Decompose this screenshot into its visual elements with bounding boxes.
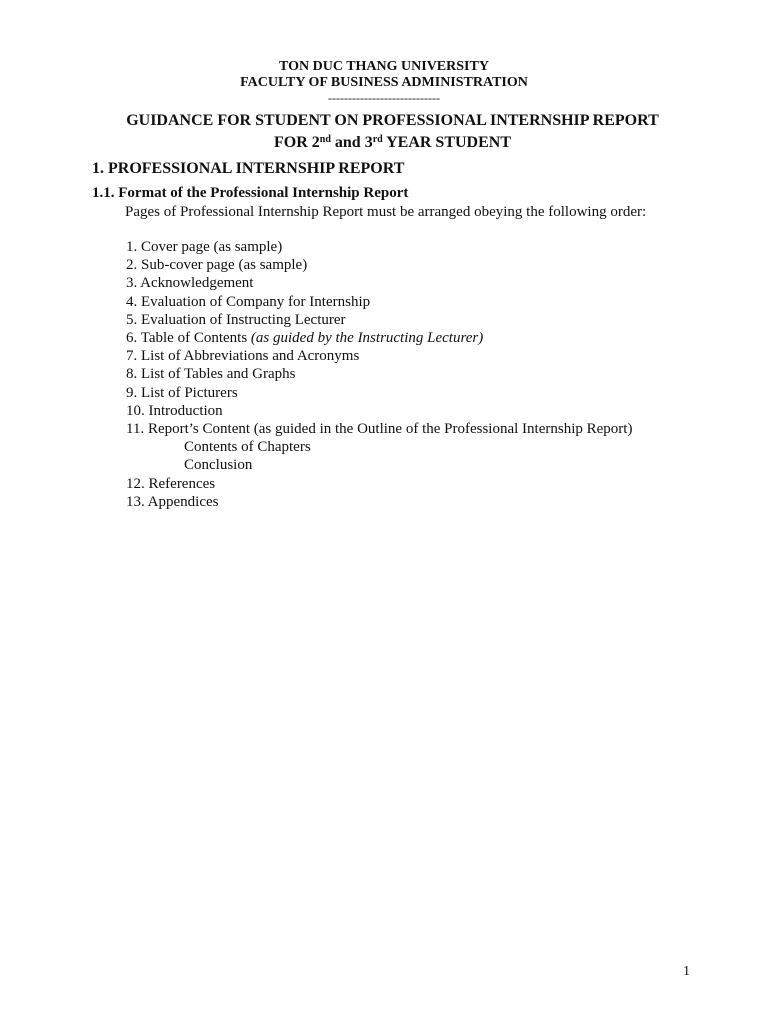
list-item — [126, 329, 632, 347]
list-item: 9. List of Picturers — [126, 384, 238, 401]
list-item: 8. List of Tables and Graphs — [126, 366, 296, 383]
header-divider: ---------------------------- — [328, 91, 440, 105]
title-line-2-prefix: FOR 2 — [273, 134, 320, 151]
page-number: 1 — [683, 964, 690, 979]
title-line-2-suffix: YEAR STUDENT — [382, 134, 512, 151]
list-item: 12. References — [126, 475, 216, 492]
list-item-note: (as guided by the Instructing Lecturer) — [250, 330, 484, 347]
list-item: 3. Acknowledgement — [126, 275, 254, 292]
intro-paragraph: Pages of Professional Internship Report must be arranged obeying the following order: — [125, 204, 647, 220]
title-line-2-middle: and 3 — [330, 134, 373, 151]
document-title-line-1: GUIDANCE FOR STUDENT ON PROFESSIONAL INTERNSHIP REPORT — [126, 112, 659, 129]
list-subitem: Contents of Chapters — [184, 439, 311, 456]
list-item: 4. Evaluation of Company for Internship — [126, 293, 371, 310]
list-item: 2. Sub-cover page (as sample) — [126, 257, 308, 274]
university-name: TON DUC THANG UNIVERSITY — [279, 59, 489, 74]
title-superscript-nd: nd — [319, 134, 331, 145]
faculty-name: FACULTY OF BUSINESS ADMINISTRATION — [240, 75, 528, 90]
document-title-line-2 — [0, 133, 768, 153]
list-item-text: 6. Table of Contents — [126, 330, 251, 347]
list-subitem: Conclusion — [184, 457, 253, 474]
list-item: 11. Report’s Content (as guided in the Outline of the Professional Internship Report) — [126, 421, 633, 438]
section-heading: 1. PROFESSIONAL INTERNSHIP REPORT — [92, 160, 405, 177]
list-item: 1. Cover page (as sample) — [126, 239, 283, 255]
list-item: 5. Evaluation of Instructing Lecturer — [126, 311, 346, 328]
page-order-list — [126, 238, 632, 511]
title-superscript-rd: rd — [372, 134, 383, 145]
subsection-heading: 1.1. Format of the Professional Internship Report — [92, 185, 409, 201]
list-item: 7. List of Abbreviations and Acronyms — [126, 348, 360, 365]
list-item: 10. Introduction — [126, 402, 223, 419]
list-item: 13. Appendices — [126, 493, 219, 510]
